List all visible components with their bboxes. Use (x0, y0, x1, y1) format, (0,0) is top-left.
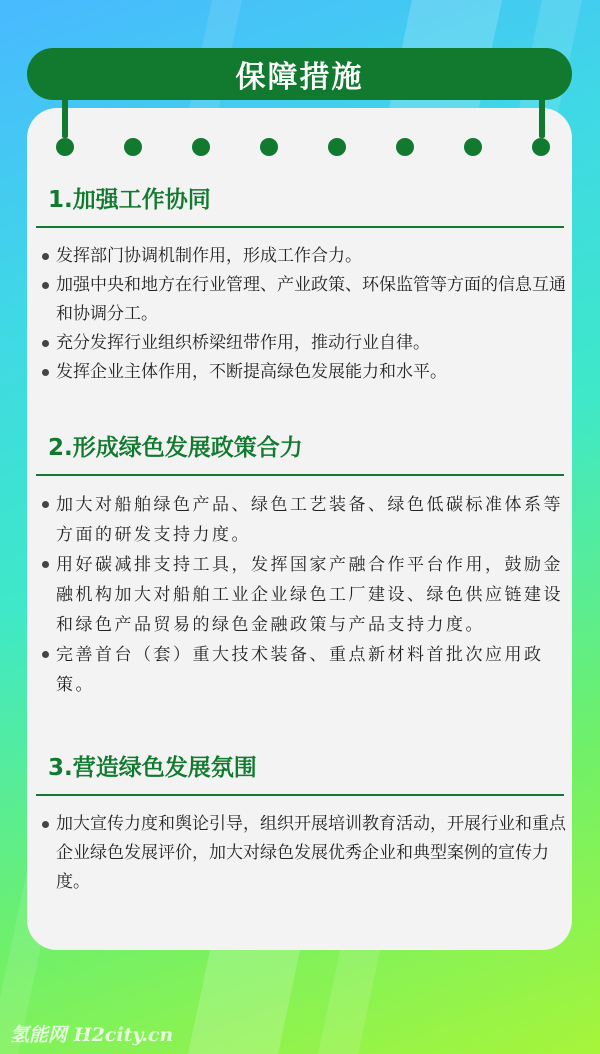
page-title: 保障措施 (27, 48, 572, 100)
binder-dot (56, 138, 74, 156)
list-item: 充分发挥行业组织桥梁纽带作用，推动行业自律。 (36, 329, 566, 358)
binder-dot (124, 138, 142, 156)
watermark-logo: 氢能网 H2city.cn (10, 1024, 174, 1046)
bullet-icon (42, 369, 49, 376)
bullet-icon (42, 253, 49, 260)
section-title: 2.形成绿色发展政策合力 (48, 435, 303, 461)
binder-dot (532, 138, 550, 156)
list-item: 加强中央和地方在行业管理、产业政策、环保监管等方面的信息互通和协调分工。 (36, 271, 566, 329)
bullet-list (36, 490, 566, 700)
bullet-icon (42, 561, 49, 568)
bullet-icon (42, 340, 49, 347)
list-item: 发挥企业主体作用，不断提高绿色发展能力和水平。 (36, 358, 566, 387)
bullet-icon (42, 821, 49, 828)
list-item: 发挥部门协调机制作用，形成工作合力。 (36, 242, 566, 271)
list-item: 完善首台（套）重大技术装备、重点新材料首批次应用政策。 (36, 640, 566, 700)
binder-dot (260, 138, 278, 156)
section-divider (36, 794, 564, 796)
bullet-icon (42, 651, 49, 658)
list-item: 加大对船舶绿色产品、绿色工艺装备、绿色低碳标准体系等方面的研发支持力度。 (36, 490, 566, 550)
binder-dots (56, 138, 550, 158)
binder-dot (328, 138, 346, 156)
list-item: 用好碳减排支持工具，发挥国家产融合作平台作用，鼓励金融机构加大对船舶工业企业绿色工厂建设、绿色供应链建设和绿色产品贸易的绿色金融政策与产品支持力度。 (36, 550, 566, 640)
bullet-list (36, 242, 566, 387)
section-title: 3.营造绿色发展氛围 (48, 755, 257, 781)
binder-dot (192, 138, 210, 156)
section-work-coordination (36, 182, 566, 387)
section-divider (36, 226, 564, 228)
section-green-atmosphere (36, 750, 566, 897)
bullet-icon (42, 501, 49, 508)
list-item: 加大宣传力度和舆论引导，组织开展培训教育活动，开展行业和重点企业绿色发展评价，加大对绿色发展优秀企业和典型案例的宣传力度。 (36, 810, 566, 897)
section-title: 1.加强工作协同 (48, 187, 211, 213)
bullet-list (36, 810, 566, 897)
bullet-icon (42, 282, 49, 289)
binder-dot (396, 138, 414, 156)
binder-dot (464, 138, 482, 156)
section-policy-synergy (36, 430, 566, 700)
section-divider (36, 474, 564, 476)
